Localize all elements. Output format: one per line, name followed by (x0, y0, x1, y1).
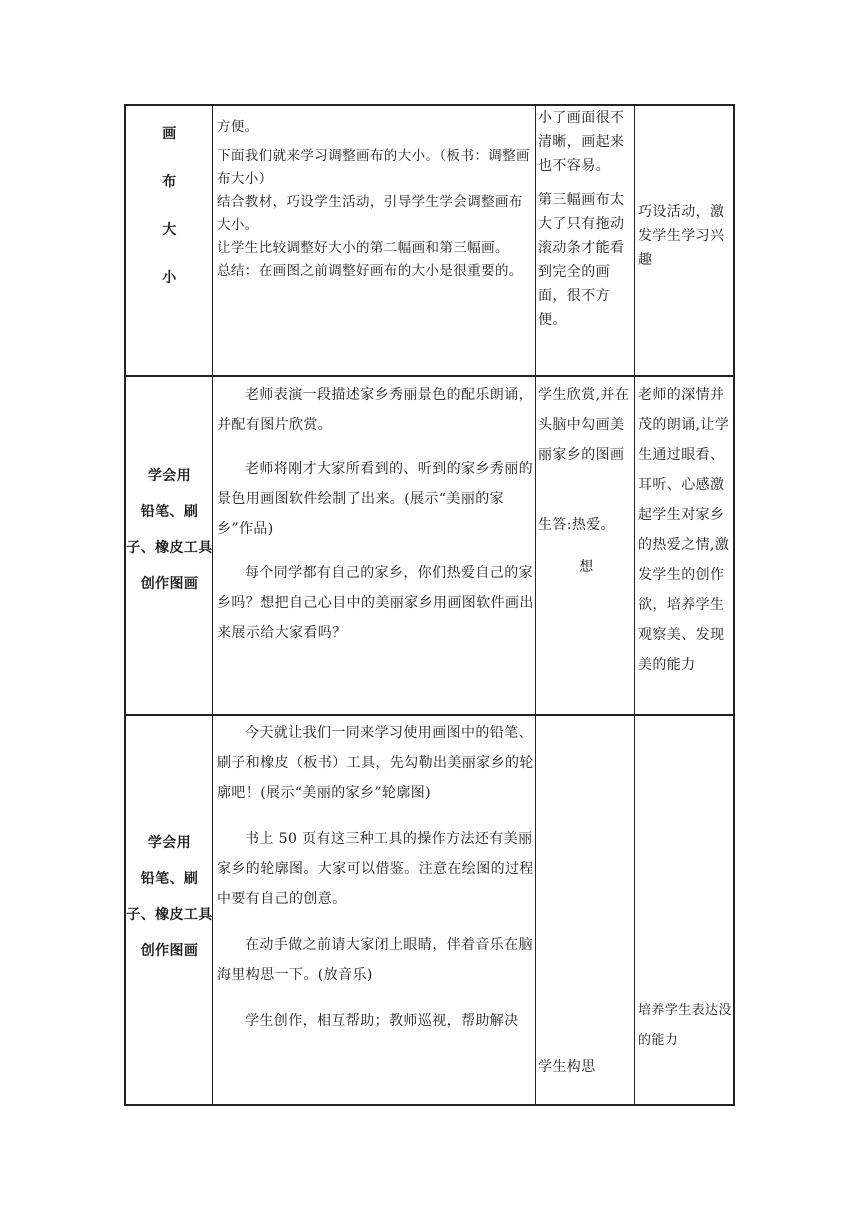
row-divider (126, 375, 733, 377)
design-purpose: 培养学生表达没的能力 (638, 1003, 732, 1048)
teaching-content: 老师表演一段描述家乡秀丽景色的配乐朗诵，并配有图片欣赏。 老师将刚才大家所看到的、听到的家乡秀丽的景色用画图软件绘制了出来。(展示“美丽的家乡”作品) 每个同学都有自己的家乡，你们热爱自己的家乡吗？想把自己心目中的美丽家乡用画图软件画出来展示给大家看吗？ (217, 387, 534, 641)
student-activity: 学生欣赏,并在头脑中勾画美丽家乡的图画 生答:热爱。 想 (538, 387, 630, 575)
student-activity: 学生构思 (538, 1059, 596, 1075)
row-heading: 学会用 铅笔、刷 子、橡皮工具 创作图画 (126, 835, 213, 959)
teaching-content: 今天就让我们一同来学习使用画图中的铅笔、刷子和橡皮（板书）工具，先勾勒出美丽家乡的轮廓吧！(展示“美丽的家乡”轮廓图) 书上 50 页有这三种工具的操作方法还有美丽家乡的轮廓图。大家可以借鉴。注意在绘图的过程中要有自己的创意。 在动手做之前请大家闭上眼睛，伴着音乐在脑海里构思一下。(放音乐) 学生创作，相互帮助；教师巡视，帮助解决 (217, 725, 534, 1029)
teaching-content: 方便。 下面我们就来学习调整画布的大小。（板书：调整画布大小） 结合教材，巧设学生活动，引导学生学会调整画布大小。 让学生比较调整好大小的第二幅画和第三幅画。 总结：在画图之前调整好画布的大小是很重要的。 (217, 119, 530, 279)
design-purpose: 老师的深情并茂的朗诵,让学生通过眼看、耳听、心感激起学生对家乡的热爱之情,激发学生的创作欲，培养学生观察美、发现美的能力 (638, 387, 730, 673)
student-activity: 小了画面很不清晰，画起来也不容易。 第三幅画布太大了只有拖动滚动条才能看到完全的画面，很不方便。 (538, 110, 625, 328)
row-heading: 学会用 铅笔、刷 子、橡皮工具 创作图画 (126, 468, 213, 592)
row-heading: 画 布 大 小 (162, 126, 177, 286)
design-purpose: 巧设活动，激发学生学习兴趣 (638, 204, 725, 268)
lesson-plan-table (124, 104, 735, 1106)
row-divider (126, 714, 733, 716)
